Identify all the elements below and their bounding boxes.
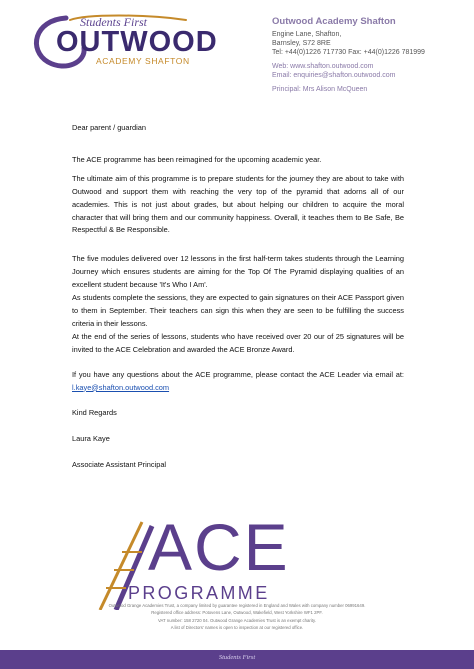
address-block [272, 16, 425, 94]
logo-wordmark: OUTWOOD [56, 26, 218, 58]
email-line[interactable]: Email: enquiries@shafton.outwood.com [272, 72, 396, 79]
paragraph: The ultimate aim of this programme is to prepare students for the journey they are about to take with Outwood and support them with reaching the very top of the pyramid that adorns all of our academies. This is not just about grades, but about helping our children to acquire the moral character that will bring them and our community happiness. Overall, it teaches them to Be Safe, Be Respectful & Be Responsible. [72, 173, 404, 235]
legal-line: Registered office address: Potovens Lane, Outwood, Wakefield, West Yorkshire WF1 2PF. [151, 610, 323, 616]
legal-line: Outwood Grange Academies Trust, a company limited by guarantee registered in England and Wales with company number 06991649. [108, 603, 366, 608]
paragraph: The ACE programme has been reimagined for the upcoming academic year. [72, 154, 322, 164]
legal-line: VAT number: 158 2720 04. Outwood Grange Academies Trust is an exempt charity. [157, 617, 317, 623]
legal-footer [40, 602, 434, 632]
address-line: Barnsley, S72 8RE [272, 40, 331, 47]
paragraph: The five modules delivered over 12 lessons in the first half-term takes students through the Learning Journey which ensures students are aiming for the Top Of The Pyramid displaying qualities of an excellent student because 'It's Who I Am'. [72, 254, 404, 290]
principal-line: Principal: Mrs Alison McQueen [272, 86, 368, 93]
logo-subtitle: ACADEMY SHAFTON [96, 56, 190, 66]
contact-text: If you have any questions about the ACE programme, please contact the ACE Leader via email at: [72, 369, 404, 379]
academy-name: Outwood Academy Shafton [272, 16, 396, 27]
signatory-name: Laura Kaye [72, 434, 110, 444]
contact-email-link[interactable]: l.kaye@shafton.outwood.com [72, 382, 170, 392]
salutation: Dear parent / guardian [72, 123, 146, 132]
letter-body [72, 122, 404, 472]
web-line[interactable]: Web: www.shafton.outwood.com [272, 63, 374, 70]
ace-logo-word: ACE [148, 510, 290, 584]
signatory-title: Associate Assistant Principal [72, 460, 167, 470]
paragraph: As students complete the sessions, they are expected to gain signatures on their ACE Passport given to them in September. Their teachers can sign this when they are seen to be fulfilling the success criteria in their lessons. [72, 293, 404, 328]
closing: Kind Regards [72, 408, 117, 418]
address-line: Engine Lane, Shafton, [272, 31, 342, 38]
paragraph [72, 369, 404, 395]
ace-logo-programme: PROGRAMME [128, 583, 270, 603]
logo-tagline: Students First [80, 15, 148, 29]
phone-fax-line: Tel: +44(0)1226 717730 Fax: +44(0)1226 781999 [272, 49, 425, 56]
paragraph: At the end of the series of lessons, students who have received over 20 our of 25 signatures will be invited to the ACE Celebration and awarded the ACE Bronze Award. [72, 331, 404, 354]
legal-line: A list of Directors' names is open to inspection at our registered office. [170, 625, 304, 631]
footer-bar [0, 650, 474, 669]
footer-tagline: Students First [218, 654, 256, 661]
